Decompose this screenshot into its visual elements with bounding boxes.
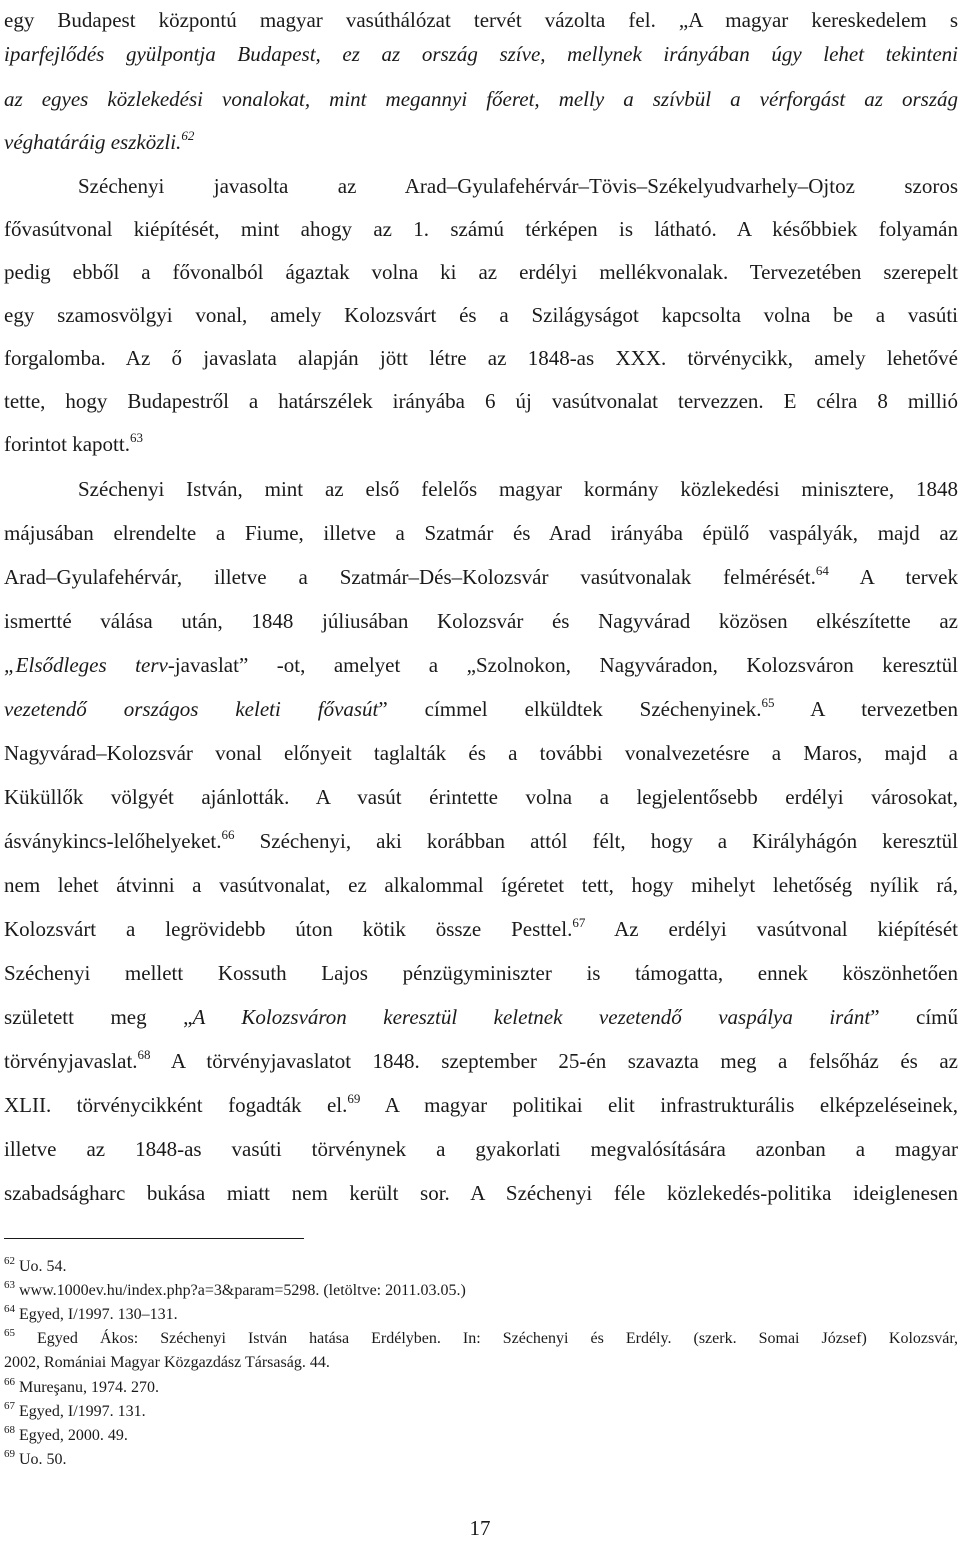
footnote-ref: 68: [137, 1047, 151, 1062]
body-line: [4, 953, 958, 993]
footnote-text: Egyed, 2000. 49.: [15, 1427, 128, 1444]
footnote-ref: 63: [129, 430, 143, 445]
footnote-ref: 69: [347, 1091, 361, 1106]
text-run: májusában elrendelte a Fiume, illetve a Szatmár és Arad irányába épülő vaspályák, majd az: [4, 521, 958, 545]
footnote: [4, 1425, 958, 1446]
body-line: [4, 733, 958, 773]
text-run: Küküllők völgyét ajánlották. A vasút érintette volna a legjelentősebb erdélyi városokat,: [4, 785, 958, 809]
footnote: [4, 1328, 958, 1349]
footnote: [4, 1449, 958, 1470]
body-line: [4, 424, 958, 464]
body-line: [4, 1173, 958, 1213]
text-run: Széchenyi István, mint az első felelős magyar kormány közlekedési minisztere, 1848: [78, 477, 958, 501]
body-line: [4, 1041, 958, 1081]
text-run: tette, hogy Budapestről a határszélek irányába 6 új vasútvonalat tervezzen. E célra 8 millió: [4, 389, 958, 413]
body-line: [4, 513, 958, 553]
footnote-text: Egyed Ákos: Széchenyi István hatása Erdélyben. In: Széchenyi és Erdély. (szerk. Somai József) Kolozsvár,: [15, 1330, 958, 1347]
footnote-text: Uo. 50.: [15, 1451, 67, 1468]
text-run: egy Budapest központú magyar vasúthálózat tervét vázolta fel. „A magyar kereskedelem s: [4, 8, 958, 32]
body-line: [4, 34, 958, 74]
body-line: [4, 209, 958, 249]
footnote: [4, 1304, 958, 1325]
footnote-number: 67: [4, 1400, 15, 1412]
page-number: 17: [469, 1516, 491, 1540]
footnote-number: 66: [4, 1376, 15, 1388]
body-line: [4, 295, 958, 335]
body-line: [4, 122, 958, 162]
text-run: Az erdélyi vasútvonal kiépítését: [585, 917, 958, 941]
italic-title: A Kolozsváron keresztül keletnek vezetendő vaspálya iránt: [192, 1005, 871, 1029]
text-run: ” című: [870, 1005, 959, 1029]
footnote-ref: 62: [181, 128, 195, 143]
text-run: Kolozsvárt a legrövidebb úton kötik össze Pesttel.: [4, 917, 573, 941]
text-run: forintot kapott.: [4, 432, 130, 456]
body-line: [4, 338, 958, 378]
text-run: A magyar politikai elit infrastrukturális elképzeléseinek,: [360, 1093, 958, 1117]
text-run: forgalomba. Az ő javaslata alapján jött létre az 1848-as XXX. törvénycikk, amely lehetővé: [4, 346, 958, 370]
footnote: [4, 1401, 958, 1422]
italic-title: „Elsődleges terv: [4, 653, 168, 677]
text-run: szabadságharc bukása miatt nem került sor. A Széchenyi féle közlekedés-politika ideiglenesen: [4, 1181, 958, 1205]
text-run: született meg „: [4, 1005, 193, 1029]
footnote-ref: 65: [761, 695, 775, 710]
body-line: [4, 1129, 958, 1169]
text-run: ásványkincs-lelőhelyeket.: [4, 829, 222, 853]
footnote-ref: 66: [221, 827, 235, 842]
body-line: [4, 777, 958, 817]
text-run: XLII. törvénycikként fogadták el.: [4, 1093, 348, 1117]
text-run: Nagyvárad–Kolozsvár vonal előnyeit taglalták és a további vonalvezetésre a Maros, majd a: [4, 741, 958, 765]
text-run: illetve az 1848-as vasúti törvénynek a gyakorlati megvalósítására azonban a magyar: [4, 1137, 958, 1161]
text-run: pedig ebből a fővonalból ágaztak volna ki az erdélyi mellékvonalak. Tervezetében szerepelt: [4, 260, 958, 284]
footnote-text: Mureşanu, 1974. 270.: [15, 1379, 159, 1396]
footnote-number: 65: [4, 1327, 15, 1339]
body-line: [4, 601, 958, 641]
body-line: [78, 469, 958, 509]
italic-title: vezetendő országos keleti fővasút: [4, 697, 379, 721]
body-line: [4, 645, 958, 685]
footnote-text: 2002, Romániai Magyar Közgazdász Társaság. 44.: [4, 1354, 330, 1371]
footnote-ref: 64: [815, 563, 829, 578]
text-run: törvényjavaslat.: [4, 1049, 138, 1073]
text-run: ” címmel elküldtek Széchenyinek.: [378, 697, 762, 721]
text-run: ismertté válása után, 1848 júliusában Kolozsvár és Nagyvárad közösen elkészítette az: [4, 609, 958, 633]
footnote: [4, 1377, 958, 1398]
body-line: [4, 557, 958, 597]
text-run: A tervezetben: [774, 697, 958, 721]
body-line: [4, 252, 958, 292]
body-line: [78, 166, 958, 206]
footnote-number: 69: [4, 1448, 15, 1460]
footnote: [4, 1280, 958, 1301]
body-line: [4, 865, 958, 905]
footnote-continuation: [4, 1352, 958, 1373]
quote-text: iparfejlődés gyülpontja Budapest, ez az ország szíve, mellynek irányában úgy lehet tekinteni: [4, 42, 958, 66]
body-line: [4, 909, 958, 949]
text-run: nem lehet átvinni a vasútvonalat, ez alkalommal ígéretet tett, hogy mihelyt lehetőség nyílik rá,: [4, 873, 958, 897]
footnote-text: Uo. 54.: [15, 1258, 67, 1275]
quote-text: az egyes közlekedési vonalokat, mint megannyi főeret, melly a szívbül a vérforgást az ország: [4, 87, 958, 111]
footnote-text: Egyed, I/1997. 131.: [15, 1403, 146, 1420]
footnote-number: 62: [4, 1255, 15, 1267]
footnote-number: 63: [4, 1279, 15, 1291]
body-line: [4, 79, 958, 119]
text-run: A tervek: [828, 565, 958, 589]
text-run: A törvényjavaslatot 1848. szeptember 25-én szavazta meg a felsőház és az: [150, 1049, 958, 1073]
text-run: Arad–Gyulafehérvár, illetve a Szatmár–Dés–Kolozsvár vasútvonalak felmérését.: [4, 565, 816, 589]
text-run: Széchenyi javasolta az Arad–Gyulafehérvár–Tövis–Székelyudvarhely–Ojtoz szoros: [78, 174, 958, 198]
text-run: egy szamosvölgyi vonal, amely Kolozsvárt és a Szilágyságot kapcsolta volna be a vasúti: [4, 303, 958, 327]
footnote: [4, 1256, 958, 1277]
text-run: fővasútvonal kiépítését, mint ahogy az 1. számú térképen is látható. A későbbiek folyamán: [4, 217, 958, 241]
text-run: Széchenyi mellett Kossuth Lajos pénzügyminiszter is támogatta, ennek köszönhetően: [4, 961, 958, 985]
footnote-ref: 67: [572, 915, 586, 930]
body-line: [4, 381, 958, 421]
text-run: Széchenyi, aki korábban attól félt, hogy a Királyhágón keresztül: [234, 829, 958, 853]
body-line: [4, 1085, 958, 1125]
footnote-number: 68: [4, 1424, 15, 1436]
body-line: [4, 689, 958, 729]
footnote-separator: [4, 1238, 304, 1239]
body-line: [4, 821, 958, 861]
text-run: -javaslat” -ot, amelyet a „Szolnokon, Nagyváradon, Kolozsváron keresztül: [167, 653, 958, 677]
footnote-text: www.1000ev.hu/index.php?a=3&param=5298. (letöltve: 2011.03.05.): [15, 1282, 466, 1299]
body-line: [4, 997, 958, 1037]
footnote-number: 64: [4, 1303, 15, 1315]
footnote-text: Egyed, I/1997. 130–131.: [15, 1306, 178, 1323]
quote-text: véghatáráig eszközli.: [4, 130, 182, 154]
